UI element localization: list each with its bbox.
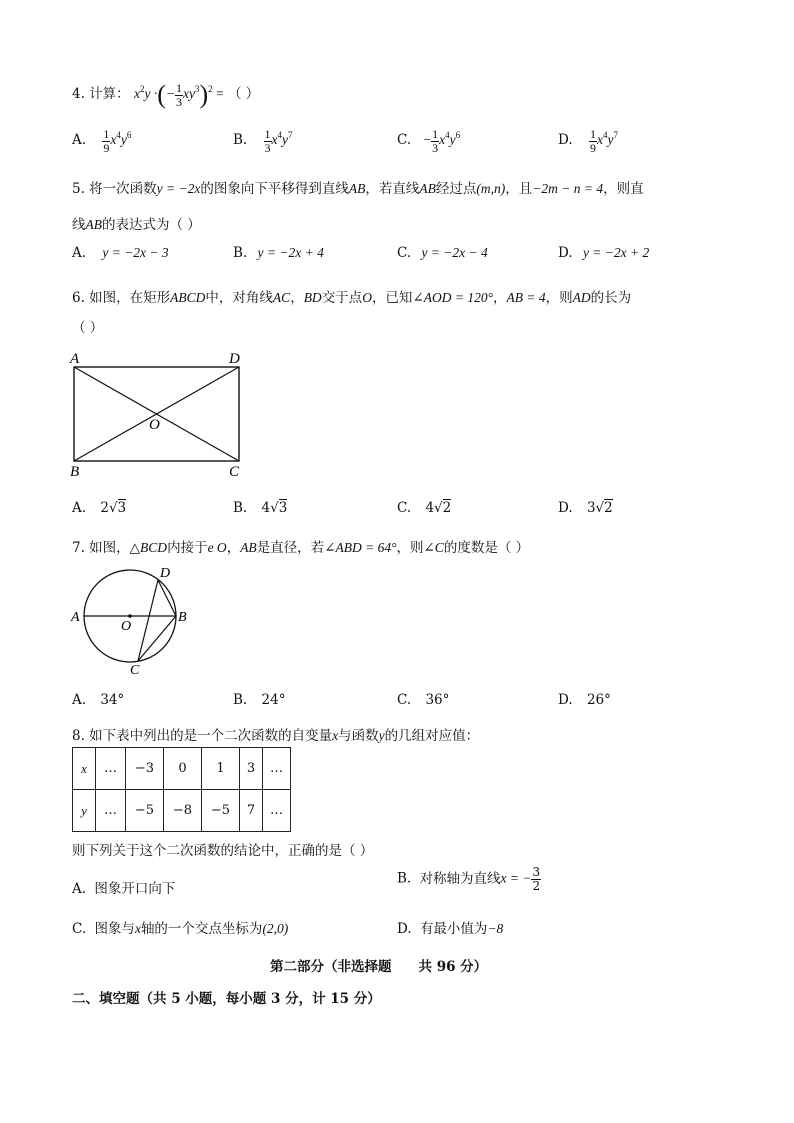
chord-db <box>158 580 176 616</box>
q5-option-d[interactable]: D. y = −2x + 2 <box>558 245 650 261</box>
table-row-x: x … −3 0 1 3 … <box>73 748 291 790</box>
q4-option-b[interactable]: B. $\frac{1}{3}$ $x^4y^7$ <box>233 127 293 155</box>
q5-option-a[interactable]: A. y = −2x − 3 <box>72 245 169 261</box>
q4-option-c[interactable]: C. − $\frac{1}{3}$ $x^4y^6$ <box>397 127 461 155</box>
label-d: D <box>229 351 240 367</box>
q7-option-c[interactable]: C. 36° <box>397 692 450 708</box>
q7-stem: 7. 如图，△BCD内接于e O，AB是直径，若∠ABD = 64°，则∠C的度数是（ ） <box>72 540 530 556</box>
label-o: O <box>149 417 160 433</box>
label-o: O <box>121 619 132 634</box>
center-point <box>128 614 132 618</box>
part2-heading: 第二部分（非选择题 共 96 分） <box>270 959 488 975</box>
q4-stem: 4. 计算： $x^2y$ ·(− $\frac{1}{3}$ $xy^3)^2$ = （ ） <box>72 80 260 109</box>
sqrt-icon: √ <box>108 500 118 516</box>
label-c: C <box>130 663 140 678</box>
label-b: B <box>70 464 80 480</box>
q7-option-a[interactable]: A. 34° <box>72 692 125 708</box>
q8-option-b[interactable]: B. 对称轴为直线x = − $\frac{3}{2}$ <box>397 865 541 893</box>
q4-option-d[interactable]: D. $\frac{1}{9}$ $x^4y^7$ <box>558 127 618 155</box>
label-a: A <box>70 351 80 367</box>
q8-option-a[interactable]: A. 图象开口向下 <box>72 881 176 897</box>
q4-option-a[interactable]: A. $\frac{1}{9}$ $x^4y^6$ <box>72 127 132 155</box>
q8-option-d[interactable]: D. 有最小值为−8 <box>397 921 504 937</box>
sqrt-icon: √ <box>595 500 605 516</box>
q7-option-d[interactable]: D. 26° <box>558 692 611 708</box>
q6-stem-line1: 6. 如图，在矩形ABCD中，对角线AC，BD交于点O，已知∠AOD = 120°，AB = 4，则AD的长为 <box>72 290 632 306</box>
q5-stem-line1: 5. 将一次函数y = −2x的图象向下平移得到直线AB，若直线AB经过点(m,n)，且−2m − n = 4，则直 <box>72 181 644 197</box>
q5-option-b[interactable]: B. y = −2x + 4 <box>233 245 324 261</box>
q4-expression: $x^2y$ ·(− $\frac{1}{3}$ $xy^3)^2$ = <box>133 80 224 109</box>
q7-circle-figure <box>66 560 196 680</box>
label-d: D <box>160 566 171 581</box>
q7-option-b[interactable]: B. 24° <box>233 692 286 708</box>
q5-option-c[interactable]: C. y = −2x − 4 <box>397 245 488 261</box>
q6-option-d[interactable]: D. 3√2 <box>558 500 613 516</box>
q8-question: 则下列关于这个二次函数的结论中，正确的是（ ） <box>72 843 374 859</box>
q6-option-b[interactable]: B. 4√3 <box>233 500 288 516</box>
q6-option-c[interactable]: C. 4√2 <box>397 500 452 516</box>
label-c: C <box>229 464 240 480</box>
q8-value-table <box>72 747 291 832</box>
section2-heading: 二、填空题（共 5 小题，每小题 3 分，计 15 分） <box>72 991 381 1007</box>
q8-option-c[interactable]: C. 图象与x轴的一个交点坐标为(2,0) <box>72 921 289 937</box>
q6-rectangle-figure <box>60 345 260 480</box>
q6-option-a[interactable]: A. 2√3 <box>72 500 127 516</box>
table-row-y: y … −5 −8 −5 7 … <box>73 790 291 832</box>
label-b: B <box>178 610 187 625</box>
q8-stem: 8. 如下表中列出的是一个二次函数的自变量x与函数y的几组对应值： <box>72 728 480 744</box>
q5-stem-line2: 线AB的表达式为（ ） <box>72 217 201 233</box>
q6-stem-line2: （ ） <box>72 320 104 336</box>
label-a: A <box>71 610 80 625</box>
sqrt-icon: √ <box>434 500 443 516</box>
sqrt-icon: √ <box>270 500 279 516</box>
